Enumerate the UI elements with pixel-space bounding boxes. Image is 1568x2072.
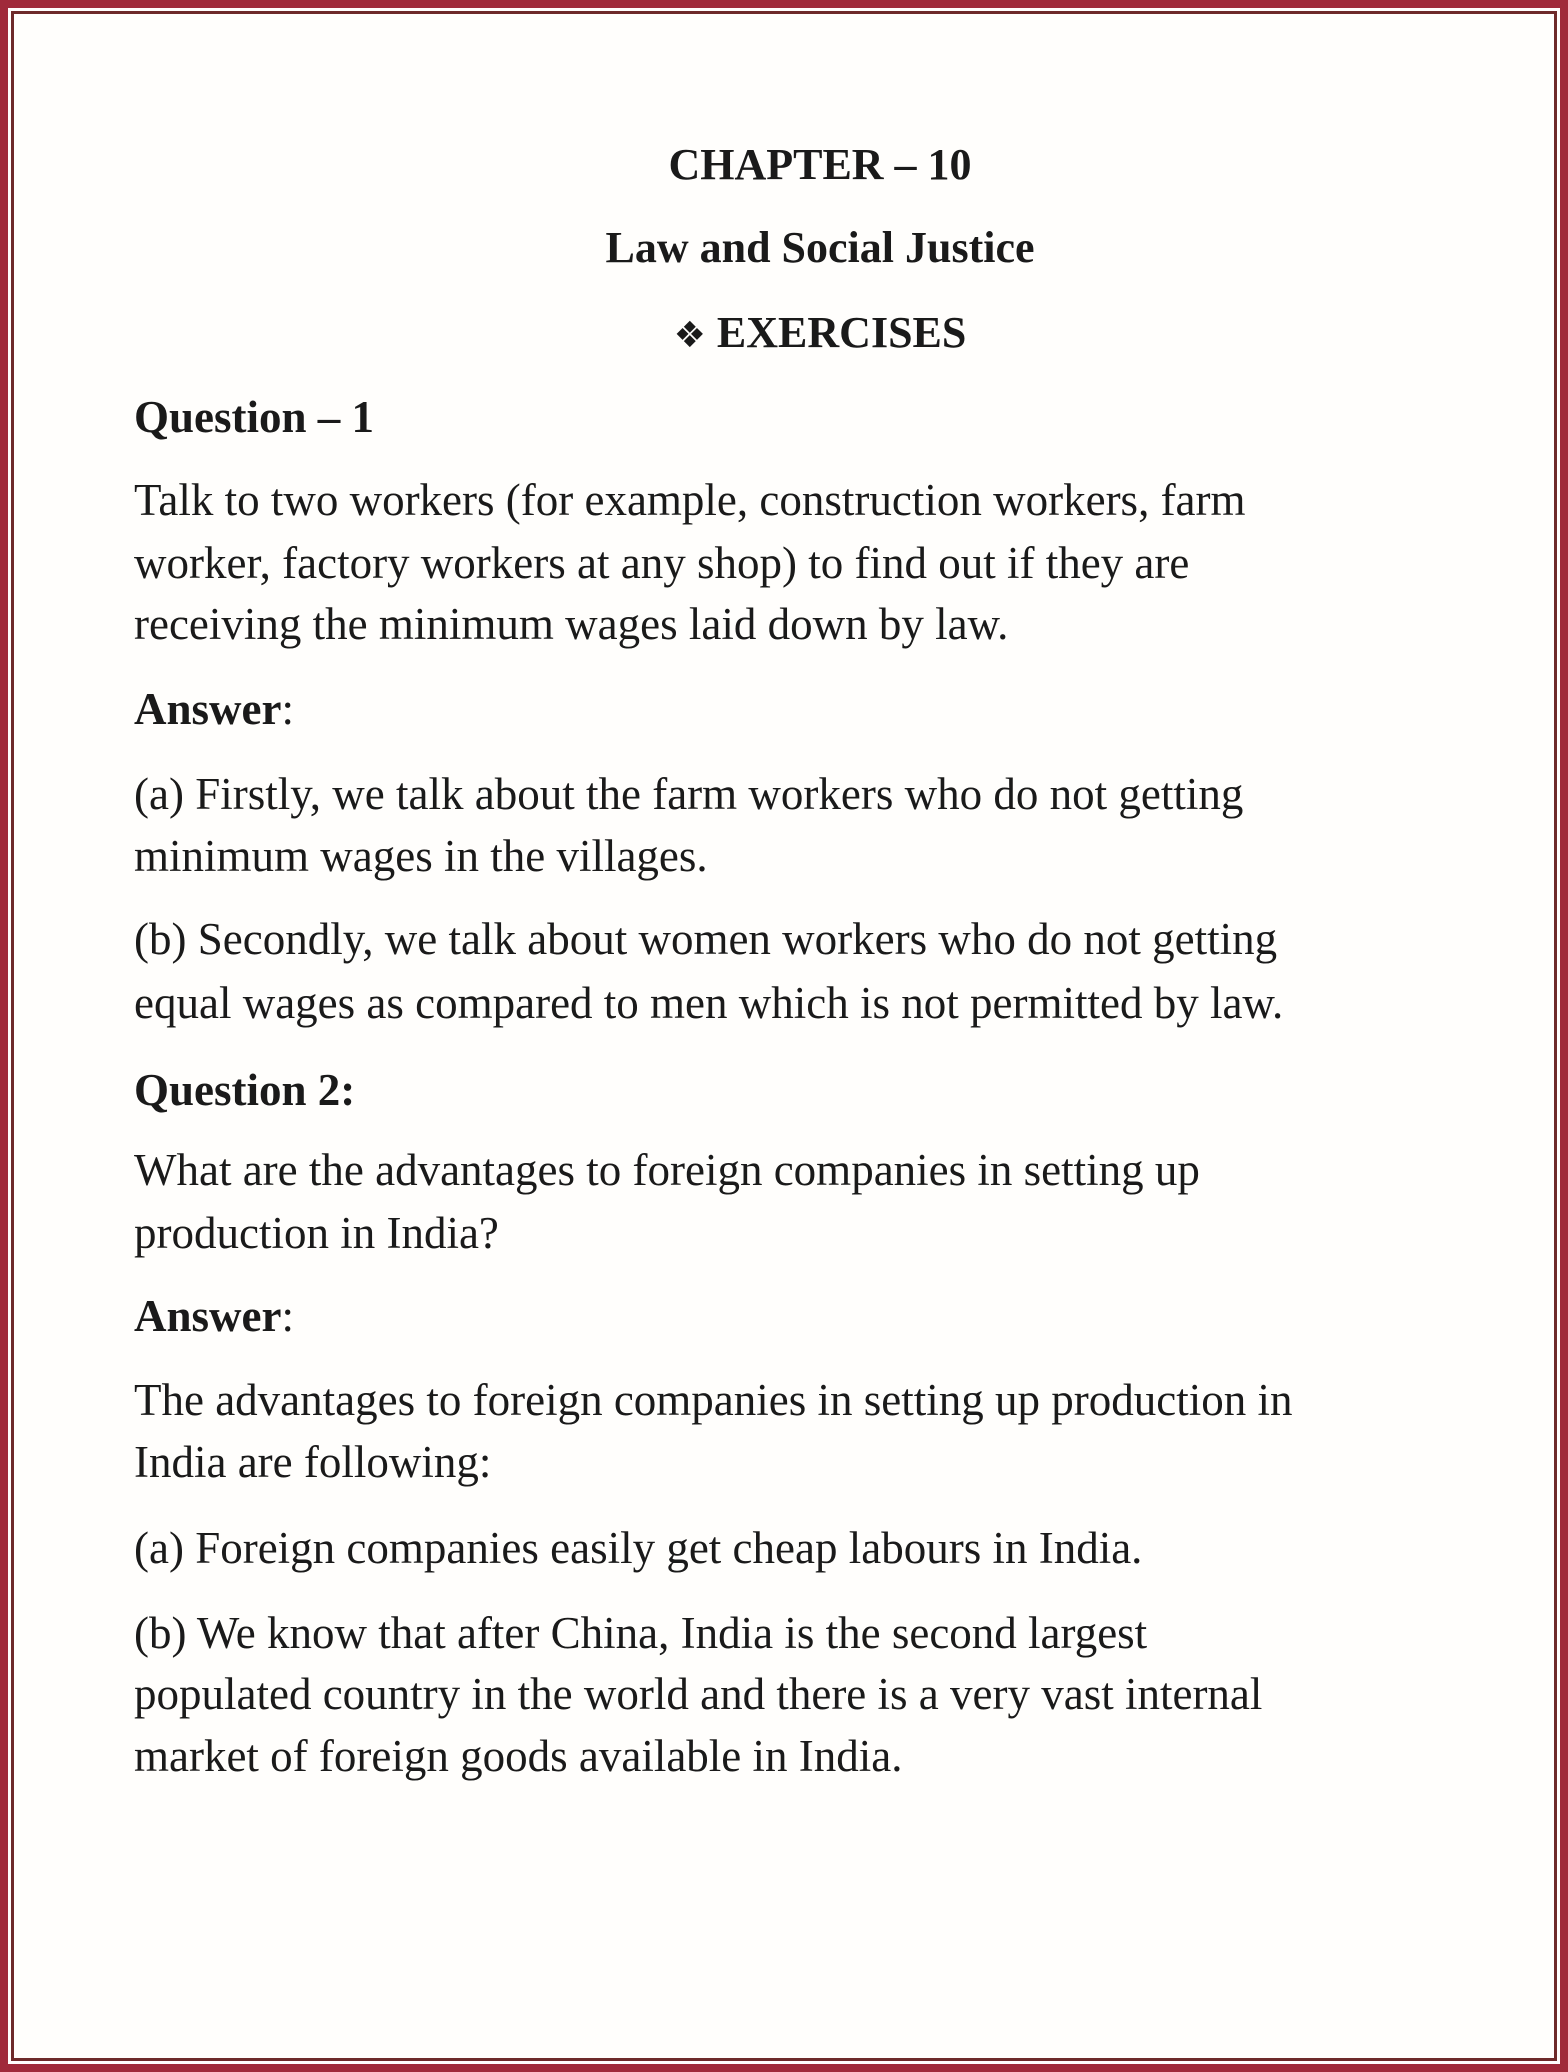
- answer-2-intro-line: India are following:: [134, 1437, 492, 1487]
- answer-1a-line: minimum wages in the villages.: [134, 831, 708, 881]
- section-heading: [0, 302, 1568, 364]
- answer-label: Answer: [134, 684, 282, 734]
- answer-2a-line: (a) Foreign companies easily get cheap labours in India.: [134, 1523, 1143, 1573]
- question-1-line: Talk to two workers (for example, construction workers, farm: [134, 475, 1246, 525]
- question-2-heading: Question 2:: [134, 1065, 356, 1115]
- answer-2-label: [134, 1285, 294, 1347]
- answer-1b-line: (b) Secondly, we talk about women workers who do not getting: [134, 914, 1278, 964]
- question-2-line: production in India?: [134, 1208, 499, 1258]
- answer-1-label: [134, 678, 294, 740]
- section-title: EXERCISES: [716, 308, 967, 357]
- question-1-line: worker, factory workers at any shop) to find out if they are: [134, 538, 1190, 588]
- chapter-title: Law and Social Justice: [605, 223, 1035, 272]
- answer-2b-line: (b) We know that after China, India is the second largest: [134, 1608, 1148, 1658]
- answer-2b-line: market of foreign goods available in India.: [134, 1731, 903, 1781]
- answer-label: Answer: [134, 1291, 282, 1341]
- question-1-heading: Question – 1: [134, 392, 375, 442]
- diamond-cluster-icon: ❖: [673, 315, 706, 356]
- answer-1a-line: (a) Firstly, we talk about the farm workers who do not getting: [134, 769, 1244, 819]
- answer-1b-line: equal wages as compared to men which is not permitted by law.: [134, 978, 1284, 1028]
- question-1-line: receiving the minimum wages laid down by law.: [134, 599, 1009, 649]
- question-2-line: What are the advantages to foreign companies in setting up: [134, 1145, 1200, 1195]
- chapter-heading: CHAPTER – 10: [668, 140, 972, 189]
- answer-2-intro-line: The advantages to foreign companies in setting up production in: [134, 1375, 1293, 1425]
- answer-colon: :: [281, 1291, 294, 1341]
- answer-2b-line: populated country in the world and there is a very vast internal: [134, 1669, 1263, 1719]
- answer-colon: :: [281, 684, 294, 734]
